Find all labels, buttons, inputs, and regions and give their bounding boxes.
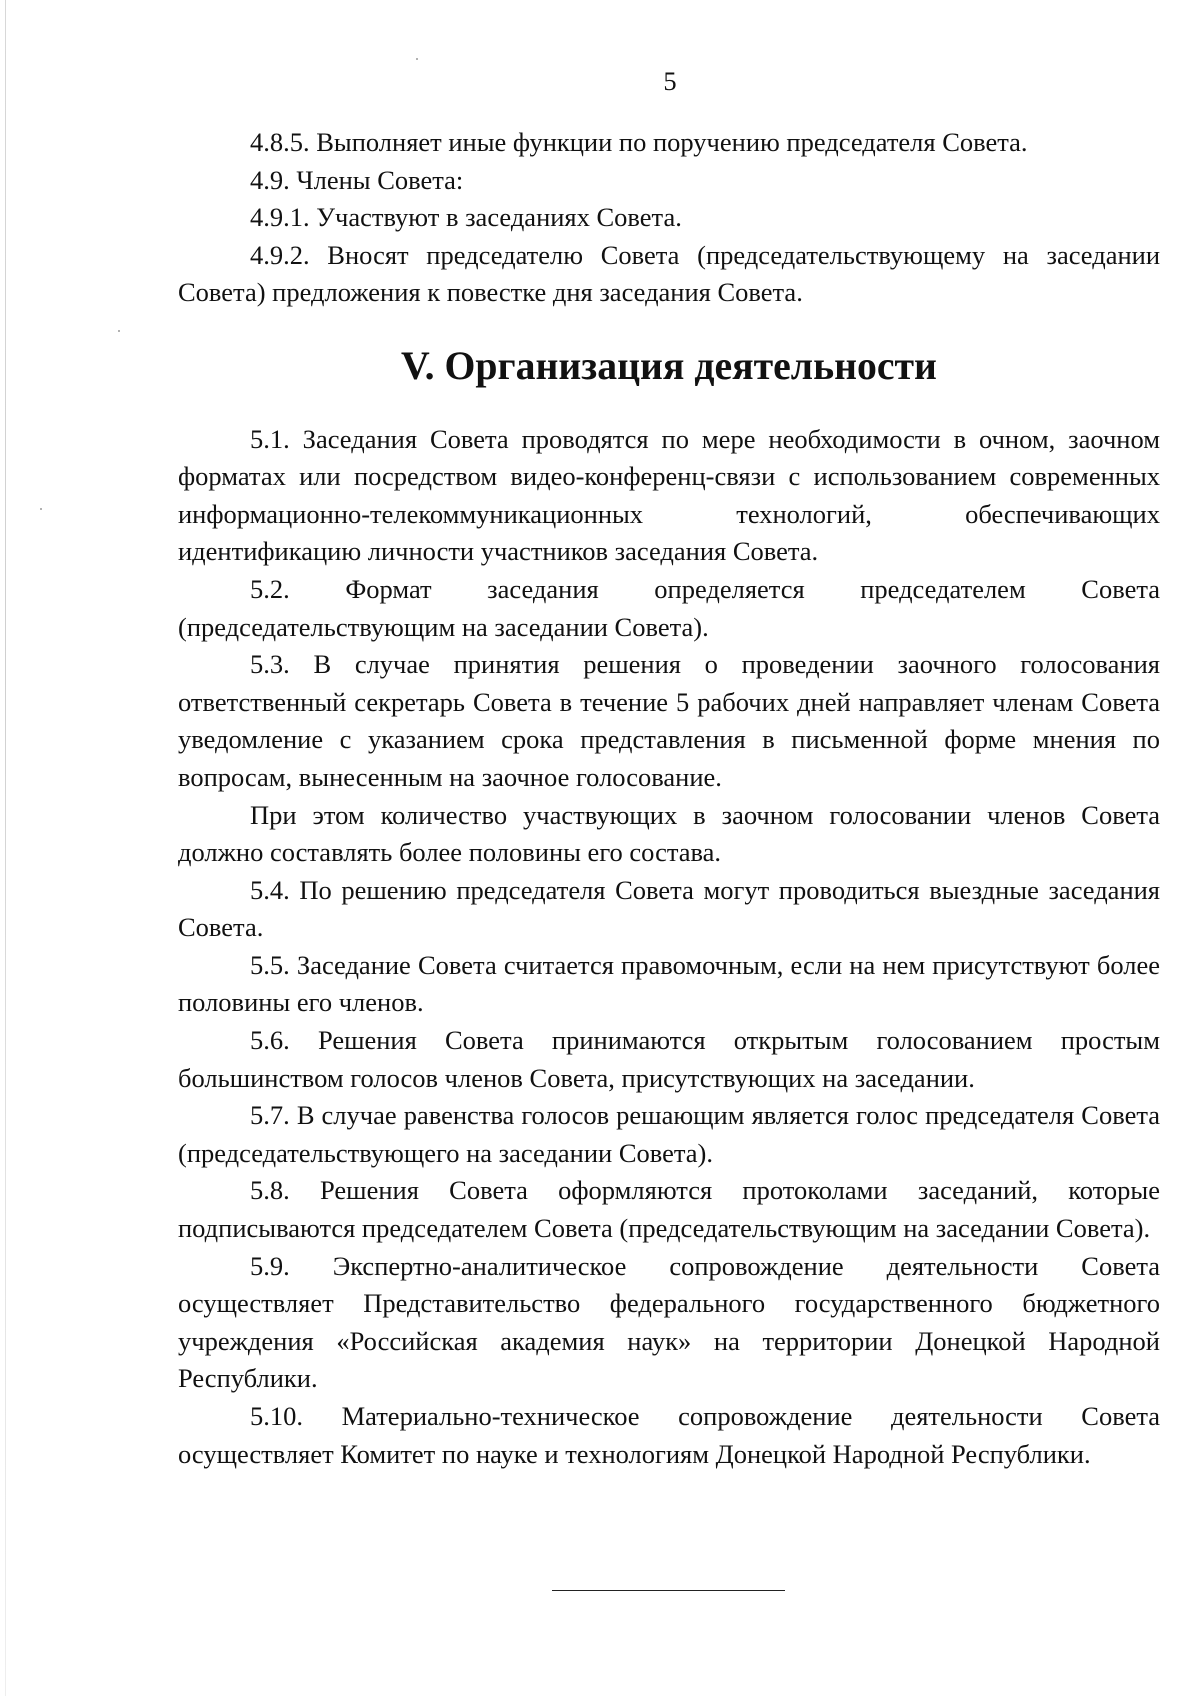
end-of-document-rule (552, 1590, 785, 1591)
paragraph-5-1: 5.1. Заседания Совета проводятся по мере необходимости в очном, заочном форматах или посредством видео-конференц-связи с использованием современных информационно-телекоммуникационных технологий, обеспечивающих идентификацию личности участников заседания Совета. (178, 423, 1160, 567)
scan-speck (40, 508, 42, 510)
scan-edge-line (5, 0, 6, 1696)
document-body (178, 124, 1160, 1473)
page-number: 5 (663, 66, 677, 96)
paragraph-5-8: 5.8. Решения Совета оформляются протоколами заседаний, которые подписываются председателем Совета (председательствующим на заседании Совета). (178, 1175, 1160, 1244)
paragraph-5-10: 5.10. Материально-техническое сопровождение деятельности Совета осуществляет Комитет по науке и технологиям Донецкой Народной Республики. (178, 1401, 1160, 1469)
paragraph-4-9-1: 4.9.1. Участвуют в заседаниях Совета. (250, 202, 682, 233)
section-heading: V. Организация деятельности (401, 343, 937, 388)
paragraph-5-5: 5.5. Заседание Совета считается правомочным, если на нем присутствуют более половины его членов. (178, 949, 1160, 1018)
paragraph-5-7: 5.7. В случае равенства голосов решающим является голос председателя Совета (председательствующего на заседании Совета). (178, 1100, 1160, 1168)
paragraph-5-3: 5.3. В случае принятия решения о проведении заочного голосования ответственный секретарь Совета в течение 5 рабочих дней направляет членам Совета уведомление с указанием срока представления в письменной форме мнения по вопросам, вынесенным на заочное голосование. (178, 649, 1160, 792)
paragraph-5-4: 5.4. По решению председателя Совета могут проводиться выездные заседания Совета. (178, 874, 1160, 943)
scan-speck (416, 58, 418, 60)
scan-speck (118, 330, 120, 332)
paragraph-5-6: 5.6. Решения Совета принимаются открытым голосованием простым большинством голосов членов Совета, присутствующих на заседании. (178, 1025, 1160, 1093)
paragraph-4-9-2: 4.9.2. Вносят председателю Совета (председательствующему на заседании Совета) предложения к повестке дня заседания Совета. (178, 239, 1160, 308)
paragraph-5-3-continued: При этом количество участвующих в заочном голосовании членов Совета должно составлять более половины его состава. (178, 799, 1160, 868)
paragraph-4-9: 4.9. Члены Совета: (250, 164, 464, 195)
paragraph-4-8-5: 4.8.5. Выполняет иные функции по поручению председателя Совета. (250, 127, 1028, 157)
paragraph-5-2: 5.2. Формат заседания определяется председателем Совета (председательствующим на заседании Совета). (178, 573, 1160, 642)
paragraph-5-9: 5.9. Экспертно-аналитическое сопровождение деятельности Совета осуществляет Представительство федерального государственного бюджетного учреждения «Российская академия наук» на территории Донецкой Народной Республики. (178, 1250, 1160, 1394)
